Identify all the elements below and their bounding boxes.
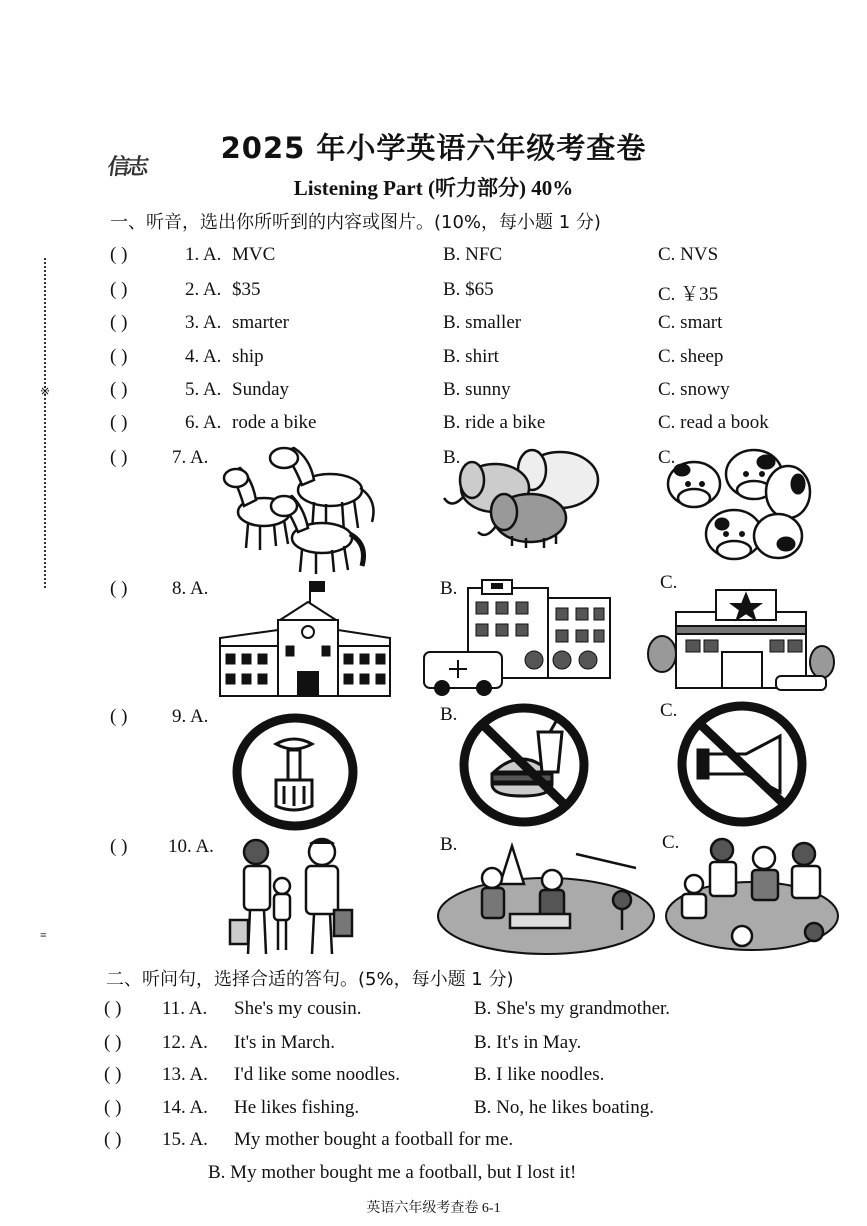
question-number: 4. A. (185, 346, 222, 367)
option-b-label: B. (443, 447, 461, 468)
family-shopping-picture[interactable] (226, 836, 356, 960)
option-c-label: C. (658, 447, 676, 468)
option-a: She's my cousin. (234, 998, 362, 1019)
question-number: 3. A. (185, 312, 222, 333)
section-1-heading: 一、听音，选出你所听到的内容或图片。(10%，每小题 1 分) (110, 212, 601, 233)
option-a: My mother bought a football for me. (234, 1129, 514, 1150)
answer-blank[interactable]: ( ) (104, 1032, 122, 1053)
binding-mark: ※ (40, 384, 51, 398)
kids-playing-picture[interactable] (664, 834, 840, 956)
option-c: C. ￥35 (658, 284, 719, 305)
elephants-picture[interactable] (440, 440, 605, 550)
option-a: He likes fishing. (234, 1097, 360, 1118)
option-b: B. It's in May. (474, 1032, 582, 1053)
answer-blank[interactable]: ( ) (110, 412, 128, 433)
option-b: B. NFC (443, 244, 503, 265)
option-a: I'd like some noodles. (234, 1064, 400, 1085)
page-subtitle: Listening Part (听力部分) 40% (293, 176, 574, 200)
option-a: smarter (232, 312, 289, 333)
option-b: B. I like noodles. (474, 1064, 605, 1085)
option-b-label: B. (440, 834, 458, 855)
question-number: 15. A. (162, 1129, 208, 1150)
option-a: ship (232, 346, 264, 367)
answer-blank[interactable]: ( ) (110, 279, 128, 300)
question-number: 7. A. (172, 447, 209, 468)
answer-blank[interactable]: ( ) (110, 244, 128, 265)
option-a: $35 (232, 279, 261, 300)
question-number: 11. A. (162, 998, 208, 1019)
question-number: 10. A. (168, 836, 214, 857)
question-number: 5. A. (185, 379, 222, 400)
option-b: B. No, he likes boating. (474, 1097, 654, 1118)
option-b: B. ride a bike (443, 412, 546, 433)
answer-blank[interactable]: ( ) (104, 1129, 122, 1150)
binding-mark: ≡ (40, 928, 47, 942)
option-c: C. snowy (658, 379, 730, 400)
picnic-picture[interactable] (436, 844, 658, 958)
cows-picture[interactable] (662, 440, 822, 565)
answer-blank[interactable]: ( ) (110, 836, 128, 857)
option-c: C. read a book (658, 412, 769, 433)
no-food-sign-icon[interactable] (458, 702, 590, 828)
question-number: 12. A. (162, 1032, 208, 1053)
school-picture[interactable] (218, 580, 393, 698)
answer-blank[interactable]: ( ) (110, 447, 128, 468)
option-a: Sunday (232, 379, 289, 400)
binding-line (44, 258, 46, 588)
page-footer: 英语六年级考查卷 6-1 (366, 1201, 501, 1216)
no-honking-sign-icon[interactable] (676, 700, 808, 828)
option-b: B. smaller (443, 312, 522, 333)
question-number: 6. A. (185, 412, 222, 433)
corner-stamp: 信志 (106, 154, 148, 179)
option-b: B. $65 (443, 279, 494, 300)
question-number: 14. A. (162, 1097, 208, 1118)
answer-blank[interactable]: ( ) (110, 312, 128, 333)
option-b-label: B. (440, 704, 458, 725)
question-number: 9. A. (172, 706, 209, 727)
quiet-sign-icon[interactable] (232, 714, 358, 830)
answer-blank[interactable]: ( ) (110, 706, 128, 727)
answer-blank[interactable]: ( ) (110, 578, 128, 599)
option-b: B. She's my grandmother. (474, 998, 671, 1019)
horses-picture[interactable] (222, 440, 382, 575)
section-2-heading: 二、听问句，选择合适的答句。(5%，每小题 1 分) (106, 969, 514, 990)
option-b: B. shirt (443, 346, 499, 367)
question-number: 1. A. (185, 244, 222, 265)
question-number: 8. A. (172, 578, 209, 599)
answer-blank[interactable]: ( ) (104, 998, 122, 1019)
police-station-picture[interactable] (646, 582, 836, 694)
hospital-picture[interactable] (422, 578, 612, 696)
option-a: rode a bike (232, 412, 317, 433)
option-c-label: C. (662, 832, 680, 853)
page-title: 2025 年小学英语六年级考查卷 (220, 131, 647, 165)
answer-blank[interactable]: ( ) (110, 379, 128, 400)
answer-blank[interactable]: ( ) (110, 346, 128, 367)
option-a: MVC (232, 244, 276, 265)
option-c: C. NVS (658, 244, 719, 265)
option-a: It's in March. (234, 1032, 336, 1053)
question-number: 2. A. (185, 279, 222, 300)
option-b: B. My mother bought me a football, but I lost it! (208, 1162, 577, 1183)
option-c: C. sheep (658, 346, 724, 367)
option-c-label: C. (660, 572, 678, 593)
answer-blank[interactable]: ( ) (104, 1097, 122, 1118)
question-number: 13. A. (162, 1064, 208, 1085)
option-b-label: B. (440, 578, 458, 599)
answer-blank[interactable]: ( ) (104, 1064, 122, 1085)
option-c: C. smart (658, 312, 723, 333)
option-c-label: C. (660, 700, 678, 721)
option-b: B. sunny (443, 379, 511, 400)
